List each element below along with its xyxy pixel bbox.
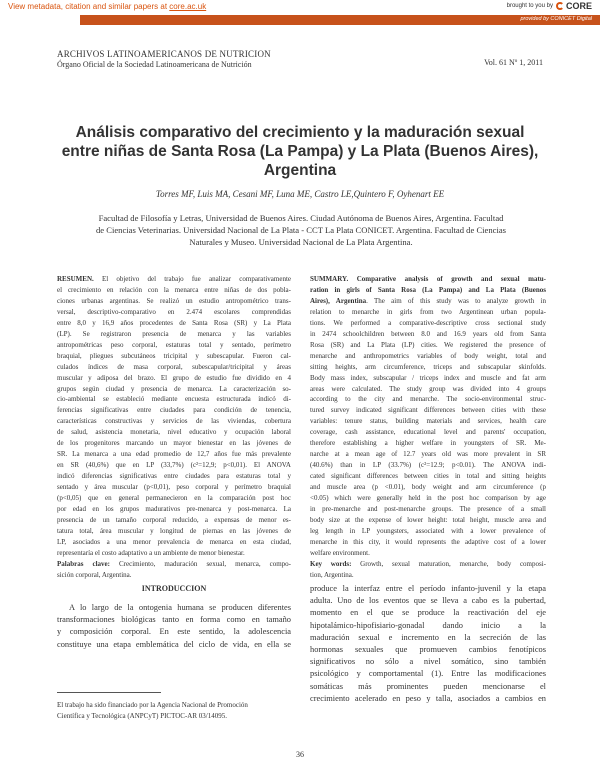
resumen-keywords-text: sición corporal, Argentina.	[57, 570, 132, 579]
resumen-line: cio-ambiental se estableció mediante encuesta estructurada índicó di-	[57, 395, 291, 404]
core-top-bar	[0, 0, 600, 15]
intro-line: transformaciones biológicas tanto en forma como en tamaño	[57, 615, 291, 625]
summary-abstract	[310, 274, 546, 581]
resumen-keywords	[57, 570, 291, 581]
summary-line: according to the city and menarche. The socio-environmental struc-	[310, 395, 546, 404]
resumen-line	[57, 274, 291, 285]
resumen-line: versal, descriptivo-comparativo en 2.474 escolares comprendidas	[57, 307, 291, 316]
intro-line: somáticas más prominentes pueden mencionarse el	[310, 681, 546, 691]
resumen-line: entre 8,0 y 16,9 años procedentes de Santa Rosa (SR) y La Plata	[57, 318, 291, 327]
resumen-line: presencia de un tamaño corporal reducido, a expensas de menor es-	[57, 515, 291, 524]
summary-label-line: Aires), Argentina	[310, 296, 367, 305]
summary-line: Rosa (SR) and La Plata (LP) cities. We registered the presence of	[310, 340, 546, 349]
resumen-line: sentado y área muscular (p<0,01), peso corporal y perímetro braquial	[57, 483, 291, 492]
footnote	[57, 700, 291, 722]
summary-line	[310, 296, 546, 307]
intro-line: maduración sexual e incremento en la secreción de las	[310, 632, 546, 642]
intro-line: momento en el que se produce la reactivación del eje	[310, 608, 546, 618]
resumen-line: características constructivas y servicios de las viviendas, cobertura	[57, 417, 291, 426]
intro-line: A lo largo de la ontogenia humana se producen diferentes	[69, 603, 291, 612]
summary-line: in pre-menarche and post-menarche groups. The presence of a small	[310, 505, 546, 514]
title-line: entre niñas de Santa Rosa (La Pampa) y La Plata (Buenos Aires),	[61, 143, 539, 160]
intro-line: produce la interfaz entre el período infanto-juvenil y la etapa	[310, 584, 546, 593]
resumen-line: tatura total, área muscular y longitud de piernas en las jóvenes de	[57, 526, 291, 535]
resumen-line: LP, asociados a una menor prevalencia de menarca en esta ciudad,	[57, 537, 291, 546]
resumen-line: culados índices de masa corporal, subescapular/tricipital y áreas	[57, 362, 291, 371]
section-heading-introduccion: INTRODUCCION	[141, 584, 207, 593]
resumen-line: ciones urbanas argentinas. Se realizó un estudio antropométrico trans-	[57, 296, 291, 305]
resumen-line: SR. La menarca a una edad promedio de 12,7 años fue más prevalente	[57, 450, 291, 459]
article-title	[40, 123, 560, 180]
resumen-line: de salud, asistencia monetaria, nivel educativo y ocupación laboral	[57, 428, 291, 437]
summary-line: sitting heights, arm circumference, triceps and subscapular skinfolds.	[310, 362, 546, 371]
summary-line: narche at a mean age of 12.7 years old was more prevalent in SR	[310, 450, 546, 459]
intro-right-column	[310, 583, 546, 705]
summary-line: body size at the expense of lower height: total height, muscle area and	[310, 515, 546, 524]
intro-line: crecimiento acelerado en peso y talla, asociados a cambios en	[310, 693, 546, 703]
summary-line	[310, 285, 546, 296]
resumen-line: indicó diferencias significativas entre ciudades para estaturas total y	[57, 472, 291, 481]
summary-line: cated significant differences between cities in total and sitting heights	[310, 472, 546, 481]
resumen-line: grupos según ciudad y presencia de menarca. La caracterización so-	[57, 384, 291, 393]
summary-line	[310, 274, 546, 285]
intro-line: y composición corporal. En este sentido, la adolescencia	[57, 627, 291, 637]
summary-keywords-text: Growth, sexual maturation, menarche, body composi-	[351, 559, 546, 568]
summary-line: areas were calculated. The study group was divided into 4 groups	[310, 384, 546, 393]
summary-line: <0.05) which were generally held in the post hoc comparison by age	[310, 494, 546, 503]
intro-line: hipotalámico-hipofisiario-gonadal dando inicio a la	[310, 620, 546, 630]
resumen-keywords-label: Palabras clave:	[57, 559, 110, 568]
summary-label: SUMMARY. Comparative analysis of growth and sexual matu-	[310, 275, 546, 283]
resumen-line: antropométricas peso corporal, estaturas total y sentado, perímetro	[57, 340, 291, 349]
intro-line: psicológico y comportamental (1). Entre las modificaciones	[310, 669, 546, 679]
summary-text: . The aim of this study was to analyze growth in	[366, 296, 546, 305]
summary-line: relation to menarche in girls from two Argentinean urban popula-	[310, 307, 546, 316]
summary-line: leg length in LP youngsters, associated with a lower prevalence of	[310, 526, 546, 535]
summary-keywords-text: tion, Argentina.	[310, 570, 354, 579]
footnote-line: Científica y Tecnológica (ANPCyT) PICTOC-AR 03/14095.	[57, 712, 227, 720]
summary-line: in 2474 schoolchildren between 8.0 and 16.9 years old from Santa	[310, 329, 546, 338]
summary-line: (40.6%) than in LP (33.7%) (c²=12.9; p<0.01). The ANOVA indi-	[310, 461, 546, 470]
volume-info: Vol. 61 Nº 1, 2011	[484, 58, 543, 67]
core-logo[interactable]	[556, 1, 592, 11]
summary-label-line: ration in girls of Santa Rosa (La Pampa) and La Plata (Buenos	[310, 285, 546, 294]
authors: Torres MF, Luis MA, Cesani MF, Luna ME, Castro LE,Quintero F, Oyhenart EE	[155, 189, 445, 199]
summary-line: menarche in this city, it would represents the adaptive cost of a lower	[310, 537, 546, 546]
core-provided-by[interactable]: provided by CONICET Digital	[520, 16, 592, 22]
summary-keywords	[310, 559, 546, 570]
affiliation-line: Facultad de Filosofía y Letras, Universidad de Buenos Aires. Ciudad Autónoma de Buenos Aires, Argentina. Facultad	[98, 213, 504, 223]
resumen-line: muscular y adiposa del brazo. El grupo de estudio fue dividido en 4	[57, 373, 291, 382]
intro-line: constituye una etapa emblemática del ciclo de vida, en ella se	[57, 639, 291, 649]
core-brought-by	[507, 1, 592, 11]
core-logo-text: CORE	[565, 1, 592, 11]
resumen-label: RESUMEN.	[57, 275, 94, 283]
summary-keywords	[310, 570, 546, 581]
summary-line: coverage, cash assistance, educational level and parents' occupation,	[310, 428, 546, 437]
resumen-line: (LP). Se registraron presencia de menarca y las variables	[57, 329, 291, 338]
affiliations	[66, 212, 536, 248]
summary-line: welfare environment.	[310, 548, 370, 557]
intro-line: adulta. Uno de los eventos que se lleva a cabo es la pubertad,	[310, 596, 546, 606]
resumen-keywords-text: Crecimiento, maduración sexual, menarca, compo-	[109, 559, 291, 568]
resumen-line: en SR (40,6%) que en LP (33,7%) (c²=12,9; p<0,01). El ANOVA	[57, 461, 291, 470]
core-brought-text: brought to you by	[506, 3, 553, 9]
resumen-line: representaría el costo adaptativo a un ambiente de menor bienestar.	[57, 548, 245, 557]
title-line: Argentina	[263, 162, 337, 179]
journal-name: ARCHIVOS LATINOAMERICANOS DE NUTRICION	[57, 49, 271, 59]
summary-keywords-label: Key words:	[310, 559, 352, 568]
core-metadata-link[interactable]	[8, 2, 206, 11]
summary-line: therefore establishing a higher welfare in youngsters of SR. Me-	[310, 439, 546, 448]
intro-left-column	[57, 602, 291, 651]
journal-header	[57, 49, 543, 69]
core-link-url[interactable]: core.ac.uk	[169, 2, 207, 11]
core-provider-strip	[80, 15, 600, 25]
affiliation-line: de Ciencias Veterinarias. Universidad Nacional de La Plata - CCT La Plata CONICET. Argentina. Facultad de Ciencias	[95, 225, 507, 235]
intro-line: hormonas sexuales que promueven cambios fenotípicos	[310, 645, 546, 655]
summary-line: variables: tenure status, building materials and services, health care	[310, 417, 546, 426]
resumen-line: (p<0,05) que en general permanecieron en la comparación post hoc	[57, 494, 291, 503]
core-link-prefix: View metadata, citation and similar papers at	[8, 2, 170, 11]
summary-line: Body mass index, subscapular / triceps index and muscle and fat arm	[310, 373, 546, 382]
resumen-line: por edad en los grupos madurativos pre-menarca y post-menarca. La	[57, 505, 291, 514]
resumen-line: de los progenitores marcando un mayor bienestar en las jóvenes de	[57, 439, 291, 448]
summary-line: and muscle area (p <0.01), body weight and arm circumference (p	[310, 483, 546, 492]
core-banner	[0, 0, 600, 26]
resumen-line: braquial, pliegues subcutáneos tricipital y subescapular. Fueron cal-	[57, 351, 291, 360]
footnote-line: El trabajo ha sido financiado por la Agencia Nacional de Promoción	[57, 701, 248, 709]
footnote-divider	[57, 692, 161, 693]
core-logo-icon	[556, 2, 564, 10]
summary-line: tions. We performed a comparative-descriptive cross sectional study	[310, 318, 546, 327]
intro-line: significativos no sólo a nivel somático, sino también	[310, 657, 546, 667]
page-number: 36	[296, 750, 304, 759]
resumen-abstract	[57, 274, 291, 581]
journal-subtitle: Órgano Oficial de la Sociedad Latinoamericana de Nutrición	[57, 60, 252, 69]
summary-line: menarche and anthropometrics variables of body weight, total and	[310, 351, 546, 360]
affiliation-line: Naturales y Museo. Universidad Nacional de La Plata Argentina.	[189, 237, 413, 247]
resumen-keywords	[57, 559, 291, 570]
title-line: Análisis comparativo del crecimiento y la maduración sexual	[75, 124, 525, 141]
resumen-text: El objetivo del trabajo fue analizar comparativamente	[93, 275, 291, 283]
resumen-line: el crecimiento en relación con la menarca entre niñas de dos pobla-	[57, 285, 291, 294]
resumen-line: ferencias significativas entre ciudades para condición de tenencia,	[57, 406, 291, 415]
summary-line: tured survey indicated significant differences between cities with these	[310, 406, 546, 415]
